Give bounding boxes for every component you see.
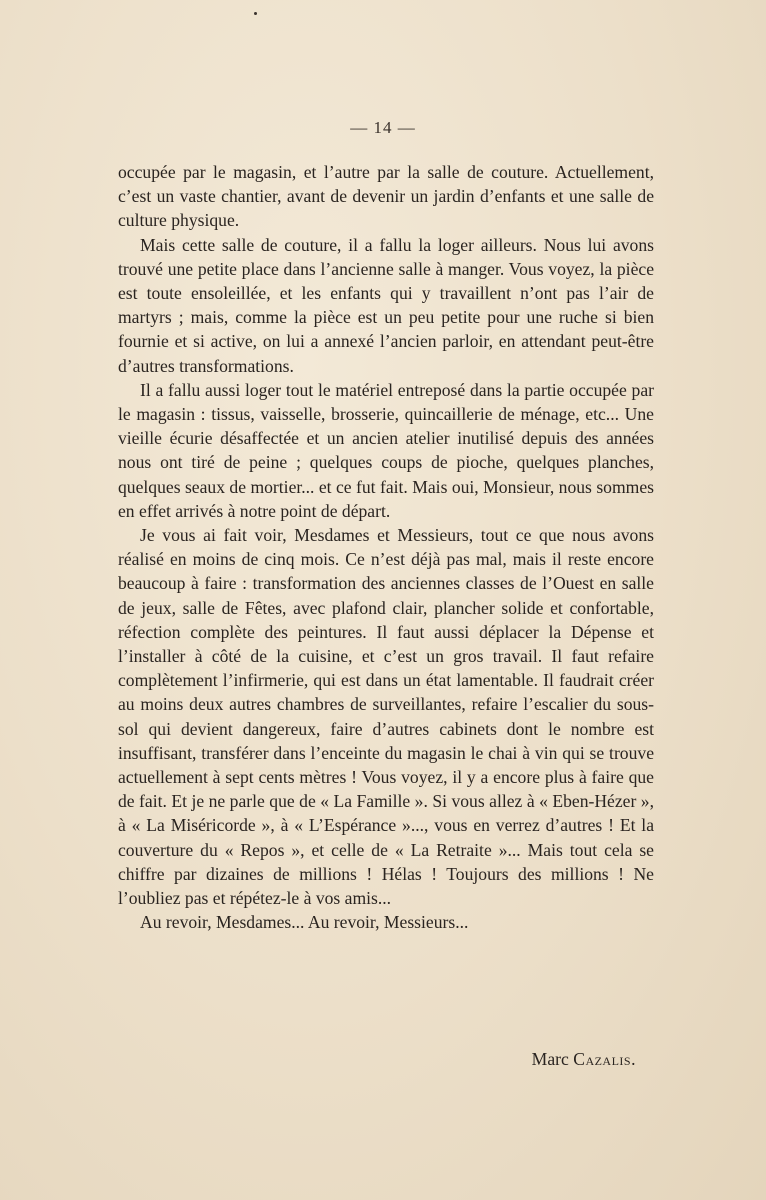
page-number: — 14 — — [350, 118, 416, 137]
paragraph-5: Au revoir, Mesdames... Au revoir, Messieurs... — [140, 912, 469, 933]
ink-speck — [254, 12, 257, 15]
paragraph-2: Mais cette salle de couture, il a fallu la loger ailleurs. Nous lui avons trouvé une petite place dans l’ancienne salle à manger. Vous voyez, la pièce est toute ensoleillée, et les enfants qui y travaillent n’ont pas l’air de martyrs ; mais, comme la pièce est un peu petite pour une ruche si bien fournie et si active, on lui a annexé l’ancien parloir, en attendant peut-être d’autres transformations. — [118, 234, 654, 376]
paragraph-3: Il a fallu aussi loger tout le matériel entreposé dans la partie occupée par le magasin : tissus, vaisselle, brosserie, quincaillerie de ménage, etc... Une vieille écurie désaffectée et un ancien atelier inutilisé depuis des années nous ont tiré de peine ; quelques coups de pioche, quelques planches, quelques seaux de mortier... et ce fut fait. Mais oui, Monsieur, nous sommes en effet arrivés à notre point de départ. — [118, 379, 654, 521]
paragraph-4: Je vous ai fait voir, Mesdames et Messieurs, tout ce que nous avons réalisé en moins de cinq mois. Ce n’est déjà pas mal, mais il reste encore beaucoup à faire : transformation des anciennes classes de l’Ouest en salle de jeux, salle de Fêtes, avec plafond clair, plancher solide et confortable, réfection complète des peintures. Il faut aussi déplacer la Dépense et l’installer à côté de la cuisine, et c’est un gros travail. Il faut refaire complètement l’infirmerie, qui est dans un état lamentable. Il faudrait créer au moins deux autres chambres de surveillantes, refaire l’escalier du sous-sol qui devient dangereux, faire d’autres cabinets dont le nombre est insuffisant, transférer dans l’enceinte du magasin le chai à vin qui se trouve actuellement à sept cents mètres ! Vous voyez, il y a encore plus à faire que de fait. Et je ne parle que de « La Famille ». Si vous allez à « Eben-Hézer », à « La Miséricorde », à « L’Espérance »..., vous en verrez d’autres ! Et la couverture du « Repos », et celle de « La Retraite »... Mais tout cela se chiffre par dizaines de millions ! Hélas ! Toujours des millions ! Ne l’oubliez pas et répétez-le à vos amis... — [118, 525, 654, 909]
author-last-name: Cazalis. — [573, 1049, 636, 1069]
author-first-name: Marc — [531, 1049, 569, 1069]
paragraph-1: occupée par le magasin, et l’autre par la salle de couture. Actuellement, c’est un vaste chantier, avant de devenir un jardin d’enfants et une salle de culture physique. — [118, 162, 654, 231]
body-text — [118, 160, 654, 935]
author-signature — [532, 1049, 636, 1070]
